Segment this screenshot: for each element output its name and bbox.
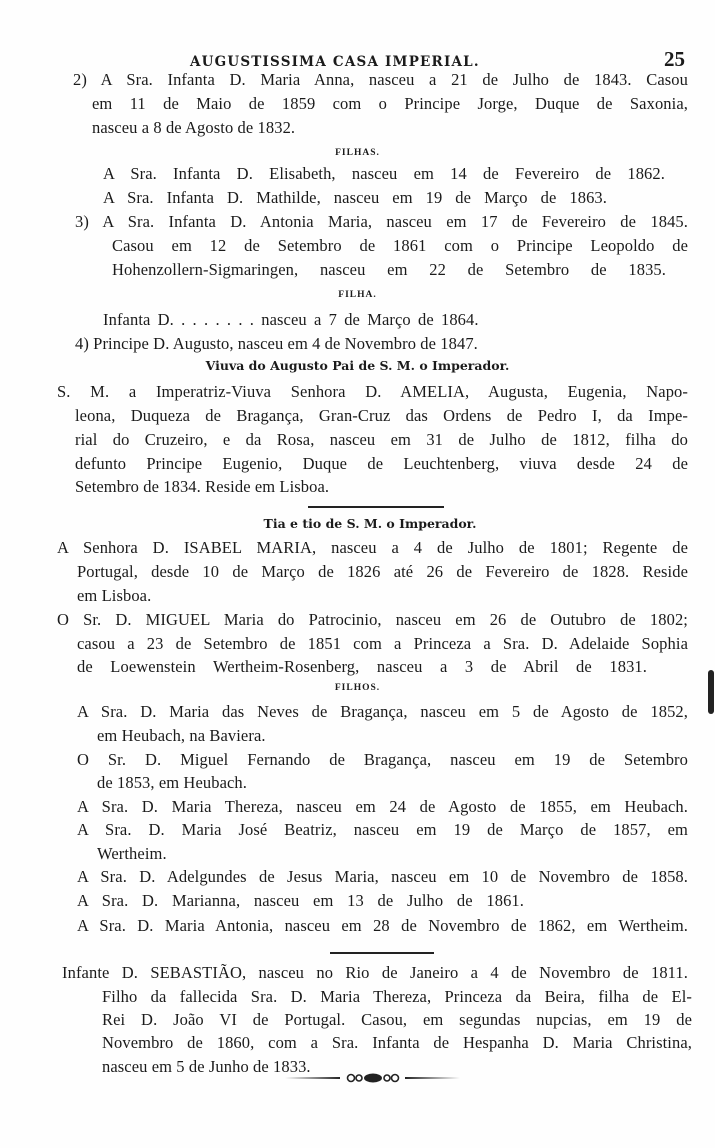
section-heading: Tia e tio de S. M. o Imperador.: [263, 516, 477, 531]
text-line: 3) A Sra. Infanta D. Antonia Maria, nasceu em 17 de Fevereiro de 1845.: [75, 212, 688, 231]
text-line: Infanta D. . . . . . . . nasceu a 7 de Março de 1864.: [103, 310, 479, 329]
text-line: leona, Duqueza de Bragança, Gran-Cruz das Ordens de Pedro I, da Impe-: [75, 406, 688, 425]
text-line: A Sra. D. Maria das Neves de Bragança, nasceu em 5 de Agosto de 1852,: [77, 702, 688, 721]
text-line: 2) A Sra. Infanta D. Maria Anna, nasceu a 21 de Julho de 1843. Casou: [73, 70, 688, 89]
text-line: Portugal, desde 10 de Março de 1826 até 26 de Fevereiro de 1828. Reside: [77, 562, 688, 581]
text-line: O Sr. D. Miguel Fernando de Bragança, nasceu em 19 de Setembro: [77, 750, 688, 769]
text-line: A Senhora D. ISABEL MARIA, nasceu a 4 de Julho de 1801; Regente de: [57, 538, 688, 557]
text-line: em 11 de Maio de 1859 com o Principe Jorge, Duque de Saxonia,: [92, 94, 688, 113]
text-line: nasceu a 8 de Agosto de 1832.: [92, 118, 296, 137]
text-line: 4) Principe D. Augusto, nasceu em 4 de Novembro de 1847.: [75, 334, 478, 353]
page-number: 25: [664, 47, 685, 71]
text-line: Wertheim.: [97, 844, 167, 863]
text-line: Rei D. João VI de Portugal. Casou, em segundas nupcias, em 19 de: [102, 1010, 692, 1029]
text-line: Filho da fallecida Sra. D. Maria Thereza, Princeza da Beira, filha de El-: [102, 987, 692, 1006]
text-line: casou a 23 de Setembro de 1851 com a Princeza a Sra. D. Adelaide Sophia: [77, 634, 688, 653]
divider-rule: [330, 952, 434, 954]
text-line: A Sra. Infanta D. Mathilde, nasceu em 19 de Março de 1863.: [103, 188, 607, 207]
text-line: Casou em 12 de Setembro de 1861 com o Principe Leopoldo de: [112, 236, 688, 255]
text-line: S. M. a Imperatriz-Viuva Senhora D. AMELIA, Augusta, Eugenia, Napo-: [57, 382, 688, 401]
section-label: FILHA.: [338, 290, 377, 300]
text-line: A Sra. D. Maria Thereza, nasceu em 24 de Agosto de 1855, em Heubach.: [77, 797, 688, 816]
scan-edge-mark: [708, 670, 714, 714]
text-line: A Sra. D. Maria José Beatriz, nasceu em 19 de Março de 1857, em: [77, 820, 688, 839]
section-label: FILHAS.: [335, 148, 380, 158]
text-line: de Loewenstein Wertheim-Rosenberg, nasceu a 3 de Abril de 1831.: [77, 657, 647, 676]
section-heading: Viuva do Augusto Pai de S. M. o Imperador.: [205, 358, 510, 373]
text-line: Hohenzollern-Sigmaringen, nasceu em 22 de Setembro de 1835.: [112, 260, 666, 279]
text-line: A Sra. Infanta D. Elisabeth, nasceu em 14 de Fevereiro de 1862.: [103, 164, 665, 183]
text-line: Infante D. SEBASTIÃO, nasceu no Rio de Janeiro a 4 de Novembro de 1811.: [62, 963, 688, 982]
text-line: O Sr. D. MIGUEL Maria do Patrocinio, nasceu em 26 de Outubro de 1802;: [57, 610, 688, 629]
section-label: FILHOS.: [334, 683, 381, 693]
running-header: AUGUSTISSIMA CASA IMPERIAL.: [190, 54, 480, 70]
text-line: rial do Cruzeiro, e da Rosa, nasceu em 31 de Julho de 1812, filha do: [75, 430, 688, 449]
divider-rule: [308, 506, 444, 508]
text-line: defunto Principe Eugenio, Duque de Leuchtenberg, viuva desde 24 de: [75, 454, 688, 473]
text-line: em Heubach, na Baviera.: [97, 726, 266, 745]
text-line: Setembro de 1834. Reside em Lisboa.: [75, 477, 330, 496]
text-line: A Sra. D. Adelgundes de Jesus Maria, nasceu em 10 de Novembro de 1858.: [77, 867, 688, 886]
text-line: A Sra. D. Maria Antonia, nasceu em 28 de Novembro de 1862, em Wertheim.: [77, 916, 688, 935]
text-line: de 1853, em Heubach.: [97, 773, 247, 792]
text-line: em Lisboa.: [77, 586, 152, 605]
text-line: A Sra. D. Marianna, nasceu em 13 de Julho de 1861.: [77, 891, 524, 910]
text-line: nasceu em 5 de Junho de 1833.: [102, 1057, 311, 1076]
ornament-divider: [285, 1072, 460, 1084]
text-line: Novembro de 1860, com a Sra. Infanta de Hespanha D. Maria Christina,: [102, 1033, 692, 1052]
